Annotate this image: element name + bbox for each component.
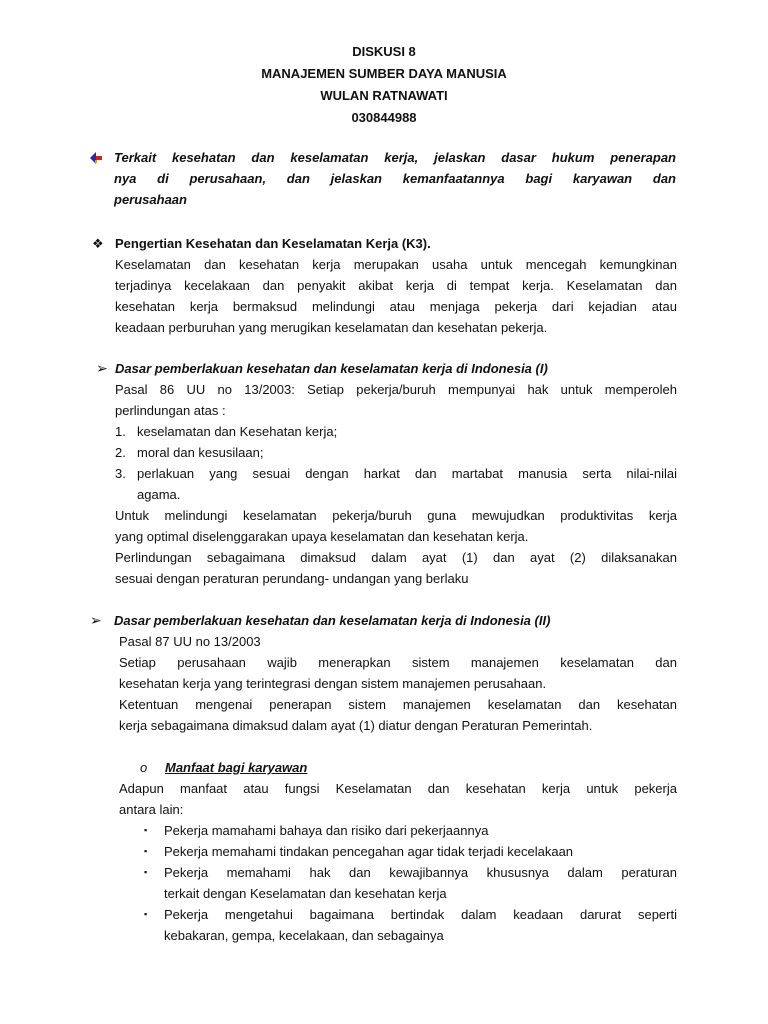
circle-bullet-icon: o bbox=[140, 760, 148, 775]
section-body-manfaat bbox=[119, 778, 677, 820]
list-item: ▪ Pekerja mamahami bahaya dan risiko dari pekerjaannya bbox=[144, 820, 677, 841]
arrow-bullet-icon: ➢ bbox=[90, 612, 102, 628]
paragraph-line: Adapun manfaat atau fungsi Keselamatan dan kesehatan kerja untuk pekerja bbox=[119, 781, 677, 796]
paragraph-line: Keselamatan dan kesehatan kerja merupakan usaha untuk mencegah kemungkinan bbox=[115, 257, 677, 272]
list-item: 1. keselamatan dan Kesehatan kerja; bbox=[115, 424, 338, 439]
section-title-dasar-1: Dasar pemberlakuan kesehatan dan keselamatan kerja di Indonesia (I) bbox=[115, 361, 548, 376]
question-line: nya di perusahaan, dan jelaskan kemanfaatannya bagi karyawan dan bbox=[114, 171, 676, 186]
paragraph-line: Perlindungan sebagaimana dimaksud dalam ayat (1) dan ayat (2) dilaksanakan bbox=[115, 550, 677, 565]
list-item: ▪ Pekerja memahami tindakan pencegahan agar tidak terjadi kecelakaan bbox=[144, 841, 677, 862]
list-item: ▪ Pekerja memahami hak dan kewajibannya khususnya dalam peraturan terkait dengan Keselamatan dan kesehatan kerja bbox=[144, 862, 677, 904]
section-title-dasar-2: Dasar pemberlakuan kesehatan dan keselamatan kerja di Indonesia (II) bbox=[114, 613, 551, 628]
paragraph-line: yang optimal diselenggarakan upaya keselamatan dan kesehatan kerja. bbox=[115, 529, 529, 544]
question-line: perusahaan bbox=[114, 192, 187, 207]
bullet-list bbox=[144, 820, 677, 946]
square-bullet-icon: ▪ bbox=[144, 909, 148, 919]
list-item: 3. perlakuan yang sesuai dengan harkat dan martabat manusia serta nilai-nilai agama. bbox=[115, 466, 677, 502]
paragraph-line: perlindungan atas : bbox=[115, 403, 226, 418]
section-body-k3 bbox=[115, 254, 677, 338]
section-body-dasar-1 bbox=[115, 379, 677, 589]
paragraph-line: antara lain: bbox=[119, 802, 184, 817]
paragraph-line: terjadinya kecelakaan dan penyakit akibat kerja di tempat kerja. Keselamatan dan bbox=[115, 278, 677, 293]
diamond-star-icon: ❖ bbox=[92, 236, 104, 251]
paragraph-line: Ketentuan mengenai penerapan sistem manajemen keselamatan dan kesehatan bbox=[119, 697, 677, 712]
section-body-dasar-2 bbox=[119, 631, 677, 736]
paragraph-line: sesuai dengan peraturan perundang- undangan yang berlaku bbox=[115, 571, 469, 586]
paragraph-line: Untuk melindungi keselamatan pekerja/buruh guna mewujudkan produktivitas kerja bbox=[115, 508, 677, 523]
square-bullet-icon: ▪ bbox=[144, 867, 148, 877]
section-title-manfaat: Manfaat bagi karyawan bbox=[165, 760, 308, 775]
section-title-k3: Pengertian Kesehatan dan Keselamatan Kerja (K3). bbox=[115, 236, 431, 251]
document-header bbox=[0, 41, 768, 129]
paragraph-line: kesehatan kerja yang terintegrasi dengan sistem manajemen perusahaan. bbox=[119, 676, 547, 691]
paragraph-line: kesehatan kerja bermaksud melindungi atau menjaga pekerja dari kejadian atau bbox=[115, 299, 677, 314]
paragraph-line: Pasal 87 UU no 13/2003 bbox=[119, 634, 261, 649]
header-course: MANAJEMEN SUMBER DAYA MANUSIA bbox=[261, 66, 507, 81]
paragraph-line: kerja sebagaimana dimaksud dalam ayat (1) diatur dengan Peraturan Pemerintah. bbox=[119, 718, 593, 733]
arrow-bullet-icon: ➢ bbox=[96, 360, 108, 376]
paragraph-line: Setiap perusahaan wajib menerapkan sistem manajemen keselamatan dan bbox=[119, 655, 677, 670]
question-text bbox=[114, 147, 676, 210]
header-student-id: 030844988 bbox=[351, 110, 417, 125]
question-line: Terkait kesehatan dan keselamatan kerja, jelaskan dasar hukum penerapan bbox=[114, 150, 676, 165]
arrow-marker-icon bbox=[88, 150, 108, 170]
numbered-list bbox=[115, 421, 677, 505]
list-item: 2. moral dan kesusilaan; bbox=[115, 445, 264, 460]
header-title: DISKUSI 8 bbox=[352, 44, 416, 59]
square-bullet-icon: ▪ bbox=[144, 825, 148, 835]
paragraph-line: keadaan perburuhan yang merugikan keselamatan dan kesehatan pekerja. bbox=[115, 320, 548, 335]
square-bullet-icon: ▪ bbox=[144, 846, 148, 856]
header-author: WULAN RATNAWATI bbox=[320, 88, 448, 103]
list-item: ▪ Pekerja mengetahui bagaimana bertindak dalam keadaan darurat seperti kebakaran, gempa, kecelakaan, dan sebagainya bbox=[144, 904, 677, 946]
paragraph-line: Pasal 86 UU no 13/2003: Setiap pekerja/buruh mempunyai hak untuk memperoleh bbox=[115, 382, 677, 397]
